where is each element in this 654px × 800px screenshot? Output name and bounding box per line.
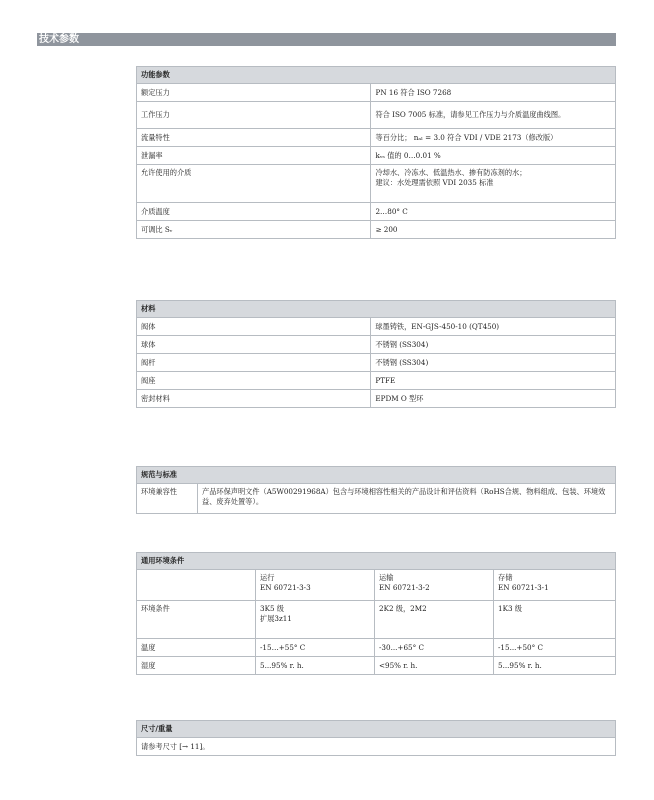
standards-table [136, 466, 616, 514]
row-value: ≥ 200 [371, 221, 616, 239]
column-standard: EN 60721-3-1 [498, 582, 549, 592]
row-label: 流量特性 [137, 129, 371, 147]
row-label: 泄漏率 [137, 147, 371, 165]
row-value-cell [371, 165, 616, 203]
column-name: 运行 [260, 573, 275, 582]
row-label: 阀体 [137, 318, 371, 336]
row-value: PTFE [371, 372, 616, 390]
row-label: 介质温度 [137, 203, 371, 221]
table-row [137, 203, 616, 221]
row-value: EPDM O 型环 [371, 390, 616, 408]
row-value: 不锈钢 (SS304) [371, 336, 616, 354]
row-label: 可调比 Sᵥ [137, 221, 371, 239]
row-value: 符合 ISO 7005 标准，请参见工作压力与介质温度曲线图。 [371, 102, 616, 129]
table-row [137, 129, 616, 147]
row-label: 工作压力 [137, 102, 371, 129]
row-value: <95% r. h. [375, 657, 494, 675]
row-value: 5...95% r. h. [256, 657, 375, 675]
header-empty-cell [137, 570, 256, 601]
row-value: 3K5 级 [260, 604, 284, 613]
row-value: 1K3 级 [494, 601, 616, 639]
dimensions-table [136, 720, 616, 756]
row-value: 不锈钢 (SS304) [371, 354, 616, 372]
material-table [136, 300, 616, 408]
table-row [137, 221, 616, 239]
row-value-cell [256, 601, 375, 639]
function-params-table [136, 66, 616, 239]
row-label: 允许使用的介质 [137, 165, 371, 203]
table-row [137, 601, 616, 639]
table-row [137, 354, 616, 372]
row-label: 环境兼容性 [137, 484, 198, 514]
column-name: 存储 [498, 573, 513, 582]
section-header-bar [37, 33, 616, 46]
row-value: -30...+65° C [375, 639, 494, 657]
table-title: 尺寸/重量 [137, 721, 616, 738]
row-value: 2…80° C [371, 203, 616, 221]
section-title: 技术参数 [39, 34, 79, 45]
table-row [137, 84, 616, 102]
dimensions-reference-link[interactable]: 请参考尺寸 [→ 11]。 [137, 738, 616, 756]
row-label: 环境条件 [137, 601, 256, 639]
column-header [494, 570, 616, 601]
row-value: 产品环保声明文件（A5W00291968A）包含与环境相容性相关的产品设计和评估资料（RoHS合规、物料组成、包装、环境效益、废弃处置等）。 [198, 484, 616, 514]
row-value: 2K2 级，2M2 [375, 601, 494, 639]
row-value: PN 16 符合 ISO 7268 [371, 84, 616, 102]
column-standard: EN 60721-3-3 [260, 582, 311, 592]
row-label: 阀杆 [137, 354, 371, 372]
row-label: 阀座 [137, 372, 371, 390]
table-title: 功能参数 [137, 67, 616, 84]
column-standard: EN 60721-3-2 [379, 582, 430, 592]
row-label: 球体 [137, 336, 371, 354]
table-title: 规范与标准 [137, 467, 616, 484]
table-row [137, 657, 616, 675]
table-row [137, 639, 616, 657]
row-value: -15...+50° C [494, 639, 616, 657]
column-header [375, 570, 494, 601]
table-row [137, 336, 616, 354]
row-value-extra: 扩展3z11 [260, 613, 292, 623]
table-row [137, 484, 616, 514]
column-name: 运输 [379, 573, 394, 582]
table-title: 材料 [137, 301, 616, 318]
column-header [256, 570, 375, 601]
row-label: 湿度 [137, 657, 256, 675]
row-value: 冷却水、冷冻水、低温热水、掺有防冻剂的水； [375, 168, 527, 177]
row-value: 球墨铸铁，EN-GJS-450-10 (QT450) [371, 318, 616, 336]
table-title: 通用环境条件 [137, 553, 616, 570]
row-value: kᵥₛ 值的 0…0.01 % [371, 147, 616, 165]
table-row [137, 102, 616, 129]
row-value-note: 建议：水处理需依照 VDI 2035 标准 [375, 177, 494, 187]
table-row [137, 147, 616, 165]
row-value: 等百分比； nₐₗ = 3.0 符合 VDI / VDE 2173（修改版） [371, 129, 616, 147]
row-value: -15…+55° C [256, 639, 375, 657]
table-row [137, 318, 616, 336]
row-value: 5...95% r. h. [494, 657, 616, 675]
row-label: 额定压力 [137, 84, 371, 102]
table-header-row [137, 570, 616, 601]
environment-table [136, 552, 616, 675]
table-row [137, 372, 616, 390]
row-label: 温度 [137, 639, 256, 657]
table-row [137, 390, 616, 408]
table-row [137, 165, 616, 203]
table-row [137, 738, 616, 756]
row-label: 密封材料 [137, 390, 371, 408]
